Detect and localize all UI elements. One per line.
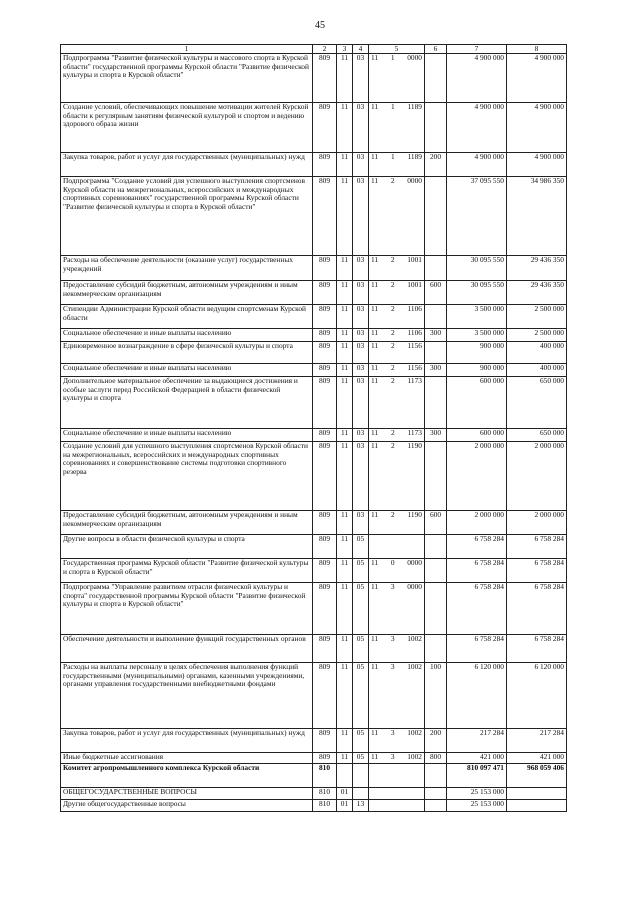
row-ministry-code: 809 xyxy=(313,153,337,177)
row-target-article xyxy=(369,256,425,281)
target-part-program: 11 xyxy=(371,558,379,567)
row-amount-year1: 3 500 000 xyxy=(447,305,507,329)
row-section-code: 11 xyxy=(337,329,353,342)
target-part-program: 11 xyxy=(371,634,379,643)
row-amount-year2: 2 500 000 xyxy=(507,305,567,329)
row-section-code: 11 xyxy=(337,663,353,729)
row-name: Комитет агропромышленного комплекса Курской области xyxy=(61,764,313,788)
row-subsection-code: 03 xyxy=(353,281,369,305)
row-name: Предоставление субсидий бюджетным, автономным учреждениям и иным некоммерческим организациям xyxy=(61,511,313,535)
row-expense-type xyxy=(425,54,447,103)
row-ministry-code: 809 xyxy=(313,635,337,663)
row-name: ОБЩЕГОСУДАРСТВЕННЫЕ ВОПРОСЫ xyxy=(61,788,313,800)
row-amount-year1: 600 000 xyxy=(447,377,507,429)
row-target-article xyxy=(369,377,425,429)
row-subsection-code: 03 xyxy=(353,256,369,281)
target-part-subprogram: 2 xyxy=(390,363,395,372)
target-part-program: 11 xyxy=(371,582,379,591)
row-expense-type xyxy=(425,583,447,635)
target-part-subprogram: 3 xyxy=(390,582,395,591)
row-name: Обеспечение деятельности и выполнение функций государственных органов xyxy=(61,635,313,663)
row-amount-year1: 900 000 xyxy=(447,342,507,364)
row-subsection-code: 03 xyxy=(353,429,369,442)
target-part-direction: 1106 xyxy=(407,304,422,313)
table-row xyxy=(61,511,567,535)
row-name: Социальное обеспечение и иные выплаты населению xyxy=(61,329,313,342)
target-part-direction: 1002 xyxy=(407,752,422,761)
row-target-article xyxy=(369,364,425,377)
row-section-code: 11 xyxy=(337,729,353,753)
target-part-direction: 1001 xyxy=(407,280,422,289)
target-part-subprogram: 3 xyxy=(390,634,395,643)
target-part-program: 11 xyxy=(371,510,379,519)
row-target-article xyxy=(369,429,425,442)
row-ministry-code: 809 xyxy=(313,429,337,442)
row-expense-type: 300 xyxy=(425,429,447,442)
row-section-code: 11 xyxy=(337,364,353,377)
row-target-article xyxy=(369,753,425,764)
row-amount-year1: 6 758 284 xyxy=(447,535,507,559)
page-number: 45 xyxy=(315,20,325,31)
target-part-direction: 1190 xyxy=(407,510,422,519)
row-subsection-code: 05 xyxy=(353,583,369,635)
row-amount-year2: 400 000 xyxy=(507,364,567,377)
row-subsection-code: 03 xyxy=(353,177,369,256)
row-expense-type xyxy=(425,377,447,429)
row-section-code: 11 xyxy=(337,177,353,256)
row-amount-year2: 2 000 000 xyxy=(507,442,567,511)
row-target-article xyxy=(369,559,425,583)
row-name: Подпрограмма "Создание условий для успешного выступления спортсменов Курской области на межрегиональных, всероссийских и международных спортивных соревнованиях" государственной программы Курской области "Развитие физической культуры и спорта в Курской области" xyxy=(61,177,313,256)
row-name: Закупка товаров, работ и услуг для государственных (муниципальных) нужд xyxy=(61,153,313,177)
table-row xyxy=(61,281,567,305)
row-subsection-code: 05 xyxy=(353,753,369,764)
row-section-code: 11 xyxy=(337,535,353,559)
row-target-article xyxy=(369,342,425,364)
column-number-row xyxy=(61,45,567,54)
target-part-direction: 1173 xyxy=(407,376,422,385)
row-target-article xyxy=(369,663,425,729)
row-subsection-code: 03 xyxy=(353,153,369,177)
target-part-subprogram: 2 xyxy=(390,441,395,450)
target-part-program: 11 xyxy=(371,53,379,62)
row-ministry-code: 809 xyxy=(313,535,337,559)
table-row xyxy=(61,429,567,442)
row-section-code: 11 xyxy=(337,635,353,663)
row-section-code: 11 xyxy=(337,54,353,103)
row-subsection-code: 05 xyxy=(353,663,369,729)
target-part-program: 11 xyxy=(371,152,379,161)
row-section-code xyxy=(337,764,353,788)
target-part-program: 11 xyxy=(371,280,379,289)
row-amount-year2: 6 758 284 xyxy=(507,535,567,559)
target-part-program: 11 xyxy=(371,376,379,385)
row-ministry-code: 809 xyxy=(313,559,337,583)
row-ministry-code: 809 xyxy=(313,442,337,511)
row-amount-year1: 25 153 000 xyxy=(447,788,507,800)
target-part-subprogram: 1 xyxy=(390,152,395,161)
row-expense-type xyxy=(425,177,447,256)
row-amount-year2 xyxy=(507,788,567,800)
row-name: Государственная программа Курской области "Развитие физической культуры и спорта в Курской области" xyxy=(61,559,313,583)
row-expense-type: 200 xyxy=(425,153,447,177)
row-section-code: 11 xyxy=(337,281,353,305)
row-section-code: 11 xyxy=(337,559,353,583)
row-ministry-code: 810 xyxy=(313,800,337,812)
row-expense-type xyxy=(425,442,447,511)
row-amount-year2: 2 500 000 xyxy=(507,329,567,342)
row-amount-year2 xyxy=(507,800,567,812)
row-amount-year2: 400 000 xyxy=(507,342,567,364)
row-target-article xyxy=(369,535,425,559)
table-row xyxy=(61,54,567,103)
row-expense-type: 600 xyxy=(425,281,447,305)
row-subsection-code: 05 xyxy=(353,559,369,583)
row-amount-year1: 6 758 284 xyxy=(447,559,507,583)
target-part-program: 11 xyxy=(371,662,379,671)
row-expense-type: 100 xyxy=(425,663,447,729)
row-amount-year2: 6 758 284 xyxy=(507,559,567,583)
target-part-direction: 0000 xyxy=(407,53,422,62)
row-amount-year1: 600 000 xyxy=(447,429,507,442)
table-row xyxy=(61,535,567,559)
target-part-program: 11 xyxy=(371,102,379,111)
target-part-direction: 1156 xyxy=(407,341,422,350)
row-target-article xyxy=(369,177,425,256)
row-section-code: 11 xyxy=(337,153,353,177)
row-amount-year1: 3 500 000 xyxy=(447,329,507,342)
row-section-code: 11 xyxy=(337,256,353,281)
row-section-code: 01 xyxy=(337,800,353,812)
row-ministry-code: 809 xyxy=(313,583,337,635)
row-amount-year1: 4 900 000 xyxy=(447,153,507,177)
row-amount-year2: 6 120 000 xyxy=(507,663,567,729)
row-ministry-code: 809 xyxy=(313,281,337,305)
budget-table xyxy=(60,44,567,812)
row-name: Иные бюджетные ассигнования xyxy=(61,753,313,764)
table-row xyxy=(61,256,567,281)
table-row xyxy=(61,103,567,153)
row-ministry-code: 809 xyxy=(313,329,337,342)
target-part-direction: 0000 xyxy=(407,176,422,185)
row-expense-type: 300 xyxy=(425,329,447,342)
row-ministry-code: 809 xyxy=(313,511,337,535)
row-amount-year1: 4 900 000 xyxy=(447,54,507,103)
target-part-direction: 1106 xyxy=(407,328,422,337)
row-target-article xyxy=(369,583,425,635)
row-name: Создание условий, обеспечивающих повышение мотивации жителей Курской области к регулярным занятиям физической культурой и спортом и ведению здорового образа жизни xyxy=(61,103,313,153)
table-row xyxy=(61,583,567,635)
row-target-article xyxy=(369,511,425,535)
row-subsection-code xyxy=(353,764,369,788)
table-row xyxy=(61,305,567,329)
row-name: Предоставление субсидий бюджетным, автономным учреждениям и иным некоммерческим организациям xyxy=(61,281,313,305)
row-section-code: 11 xyxy=(337,103,353,153)
row-section-code: 11 xyxy=(337,511,353,535)
row-target-article xyxy=(369,305,425,329)
target-part-direction: 1190 xyxy=(407,441,422,450)
row-target-article xyxy=(369,635,425,663)
target-part-program: 11 xyxy=(371,728,379,737)
row-subsection-code: 03 xyxy=(353,511,369,535)
target-part-subprogram: 3 xyxy=(390,662,395,671)
row-expense-type: 600 xyxy=(425,511,447,535)
row-subsection-code: 05 xyxy=(353,729,369,753)
table-row xyxy=(61,377,567,429)
target-part-subprogram: 2 xyxy=(390,376,395,385)
row-amount-year1: 2 000 000 xyxy=(447,442,507,511)
row-name: Расходы на обеспечение деятельности (оказание услуг) государственных учреждений xyxy=(61,256,313,281)
row-amount-year2: 968 059 406 xyxy=(507,764,567,788)
target-part-program: 11 xyxy=(371,441,379,450)
target-part-direction: 1002 xyxy=(407,728,422,737)
column-header: 8 xyxy=(507,45,567,54)
target-part-subprogram: 2 xyxy=(390,255,395,264)
row-target-article xyxy=(369,442,425,511)
row-name: Социальное обеспечение и иные выплаты населению xyxy=(61,364,313,377)
row-amount-year2: 6 758 284 xyxy=(507,583,567,635)
target-part-subprogram: 2 xyxy=(390,328,395,337)
row-amount-year1: 2 000 000 xyxy=(447,511,507,535)
row-ministry-code: 810 xyxy=(313,788,337,800)
target-part-subprogram: 2 xyxy=(390,510,395,519)
row-amount-year2: 29 436 350 xyxy=(507,256,567,281)
row-section-code: 11 xyxy=(337,442,353,511)
target-part-program: 11 xyxy=(371,428,379,437)
column-header: 4 xyxy=(353,45,369,54)
row-name: Дополнительное материальное обеспечение за выдающиеся достижения и особые заслуги перед Российской Федерацией в области физической культуры и спорта xyxy=(61,377,313,429)
row-section-code: 11 xyxy=(337,377,353,429)
row-subsection-code: 03 xyxy=(353,364,369,377)
column-header: 5 xyxy=(369,45,425,54)
row-ministry-code: 809 xyxy=(313,177,337,256)
table-row xyxy=(61,764,567,788)
column-header: 7 xyxy=(447,45,507,54)
row-target-article xyxy=(369,103,425,153)
row-subsection-code: 05 xyxy=(353,535,369,559)
target-part-direction: 0000 xyxy=(407,582,422,591)
row-expense-type xyxy=(425,535,447,559)
row-ministry-code: 809 xyxy=(313,729,337,753)
row-subsection-code: 05 xyxy=(353,635,369,663)
target-part-subprogram: 1 xyxy=(390,53,395,62)
row-amount-year2: 650 000 xyxy=(507,429,567,442)
row-name: Создание условий для успешного выступления спортсменов Курской области на межрегиональных, всероссийских и международных спортивных соревнованиях и совершенствование системы подготовки спортивного резерва xyxy=(61,442,313,511)
table-row xyxy=(61,177,567,256)
target-part-direction: 1156 xyxy=(407,363,422,372)
row-amount-year1: 4 900 000 xyxy=(447,103,507,153)
target-part-program: 11 xyxy=(371,363,379,372)
target-part-subprogram: 2 xyxy=(390,280,395,289)
row-expense-type: 200 xyxy=(425,729,447,753)
table-row xyxy=(61,442,567,511)
target-part-direction: 1189 xyxy=(407,152,422,161)
row-amount-year2: 29 436 350 xyxy=(507,281,567,305)
row-section-code: 01 xyxy=(337,788,353,800)
target-part-direction: 1173 xyxy=(407,428,422,437)
target-part-direction: 1002 xyxy=(407,634,422,643)
row-name: Социальное обеспечение и иные выплаты населению xyxy=(61,429,313,442)
row-name: Подпрограмма "Развитие физической культуры и массового спорта в Курской области" государственной программы Курской области "Развитие физической культуры и спорта в Курской области" xyxy=(61,54,313,103)
row-expense-type xyxy=(425,305,447,329)
target-part-subprogram: 0 xyxy=(390,558,395,567)
target-part-program: 11 xyxy=(371,341,379,350)
row-ministry-code: 809 xyxy=(313,256,337,281)
row-ministry-code: 809 xyxy=(313,342,337,364)
target-part-subprogram: 2 xyxy=(390,304,395,313)
row-ministry-code: 809 xyxy=(313,54,337,103)
target-part-subprogram: 2 xyxy=(390,341,395,350)
target-part-subprogram: 3 xyxy=(390,728,395,737)
row-expense-type xyxy=(425,788,447,800)
target-part-program: 11 xyxy=(371,328,379,337)
table-row xyxy=(61,342,567,364)
target-part-direction: 1001 xyxy=(407,255,422,264)
target-part-direction: 1002 xyxy=(407,662,422,671)
row-amount-year2: 2 000 000 xyxy=(507,511,567,535)
target-part-program: 11 xyxy=(371,176,379,185)
row-name: Единовременное вознаграждение в сфере физической культуры и спорта xyxy=(61,342,313,364)
row-amount-year2: 4 900 000 xyxy=(507,103,567,153)
column-header: 1 xyxy=(61,45,313,54)
row-amount-year1: 900 000 xyxy=(447,364,507,377)
row-target-article xyxy=(369,281,425,305)
row-section-code: 11 xyxy=(337,342,353,364)
row-name: Стипендии Администрации Курской области ведущим спортсменам Курской области xyxy=(61,305,313,329)
row-section-code: 11 xyxy=(337,305,353,329)
row-amount-year1: 30 095 550 xyxy=(447,281,507,305)
row-ministry-code: 809 xyxy=(313,377,337,429)
table-row xyxy=(61,153,567,177)
row-expense-type xyxy=(425,256,447,281)
row-target-article xyxy=(369,788,425,800)
target-part-subprogram: 2 xyxy=(390,176,395,185)
row-amount-year1: 6 120 000 xyxy=(447,663,507,729)
row-amount-year2: 4 900 000 xyxy=(507,54,567,103)
row-name: Расходы на выплаты персоналу в целях обеспечения выполнения функций государственными (муниципальными) органами, казенными учреждениями, органами управления государственными внебюджетными фондами xyxy=(61,663,313,729)
row-amount-year1: 810 097 471 xyxy=(447,764,507,788)
row-subsection-code: 03 xyxy=(353,377,369,429)
row-ministry-code: 809 xyxy=(313,663,337,729)
row-amount-year1: 30 095 550 xyxy=(447,256,507,281)
row-amount-year2: 650 000 xyxy=(507,377,567,429)
row-expense-type xyxy=(425,635,447,663)
table-row xyxy=(61,800,567,812)
row-target-article xyxy=(369,764,425,788)
table-row xyxy=(61,635,567,663)
row-subsection-code: 03 xyxy=(353,54,369,103)
row-ministry-code: 809 xyxy=(313,103,337,153)
target-part-subprogram: 3 xyxy=(390,752,395,761)
column-header: 3 xyxy=(337,45,353,54)
row-amount-year1: 421 000 xyxy=(447,753,507,764)
row-amount-year2: 421 000 xyxy=(507,753,567,764)
row-subsection-code: 03 xyxy=(353,103,369,153)
target-part-program: 11 xyxy=(371,752,379,761)
row-amount-year1: 217 284 xyxy=(447,729,507,753)
target-part-subprogram: 1 xyxy=(390,102,395,111)
row-target-article xyxy=(369,729,425,753)
row-amount-year1: 6 758 284 xyxy=(447,635,507,663)
row-subsection-code xyxy=(353,788,369,800)
row-ministry-code: 809 xyxy=(313,753,337,764)
row-target-article xyxy=(369,800,425,812)
target-part-program: 11 xyxy=(371,304,379,313)
row-subsection-code: 13 xyxy=(353,800,369,812)
target-part-program: 11 xyxy=(371,255,379,264)
row-amount-year2: 34 986 350 xyxy=(507,177,567,256)
table-row xyxy=(61,788,567,800)
row-expense-type xyxy=(425,103,447,153)
table-row xyxy=(61,753,567,764)
column-header: 6 xyxy=(425,45,447,54)
row-expense-type xyxy=(425,764,447,788)
row-expense-type: 300 xyxy=(425,364,447,377)
row-amount-year2: 6 758 284 xyxy=(507,635,567,663)
row-subsection-code: 03 xyxy=(353,329,369,342)
table-row xyxy=(61,364,567,377)
row-target-article xyxy=(369,153,425,177)
row-target-article xyxy=(369,329,425,342)
table-row xyxy=(61,559,567,583)
target-part-direction: 1189 xyxy=(407,102,422,111)
row-subsection-code: 03 xyxy=(353,442,369,511)
row-name: Другие вопросы в области физической культуры и спорта xyxy=(61,535,313,559)
row-section-code: 11 xyxy=(337,753,353,764)
row-subsection-code: 03 xyxy=(353,342,369,364)
table-row xyxy=(61,729,567,753)
row-target-article xyxy=(369,54,425,103)
row-name: Подпрограмма "Управление развитием отрасли физической культуры и спорта" государственной программы Курской области "Развитие физической культуры и спорта в Курской области" xyxy=(61,583,313,635)
table-body xyxy=(61,54,567,812)
row-name: Другие общегосударственные вопросы xyxy=(61,800,313,812)
table-row xyxy=(61,329,567,342)
target-part-subprogram: 2 xyxy=(390,428,395,437)
row-expense-type xyxy=(425,559,447,583)
row-amount-year2: 4 900 000 xyxy=(507,153,567,177)
row-ministry-code: 809 xyxy=(313,364,337,377)
row-expense-type xyxy=(425,342,447,364)
row-section-code: 11 xyxy=(337,429,353,442)
row-subsection-code: 03 xyxy=(353,305,369,329)
column-header: 2 xyxy=(313,45,337,54)
row-ministry-code: 810 xyxy=(313,764,337,788)
row-amount-year1: 25 153 000 xyxy=(447,800,507,812)
row-name: Закупка товаров, работ и услуг для государственных (муниципальных) нужд xyxy=(61,729,313,753)
row-ministry-code: 809 xyxy=(313,305,337,329)
table-row xyxy=(61,663,567,729)
row-amount-year1: 37 095 550 xyxy=(447,177,507,256)
row-expense-type xyxy=(425,800,447,812)
row-amount-year2: 217 284 xyxy=(507,729,567,753)
row-amount-year1: 6 758 284 xyxy=(447,583,507,635)
row-section-code: 11 xyxy=(337,583,353,635)
target-part-direction: 0000 xyxy=(407,558,422,567)
row-expense-type: 800 xyxy=(425,753,447,764)
